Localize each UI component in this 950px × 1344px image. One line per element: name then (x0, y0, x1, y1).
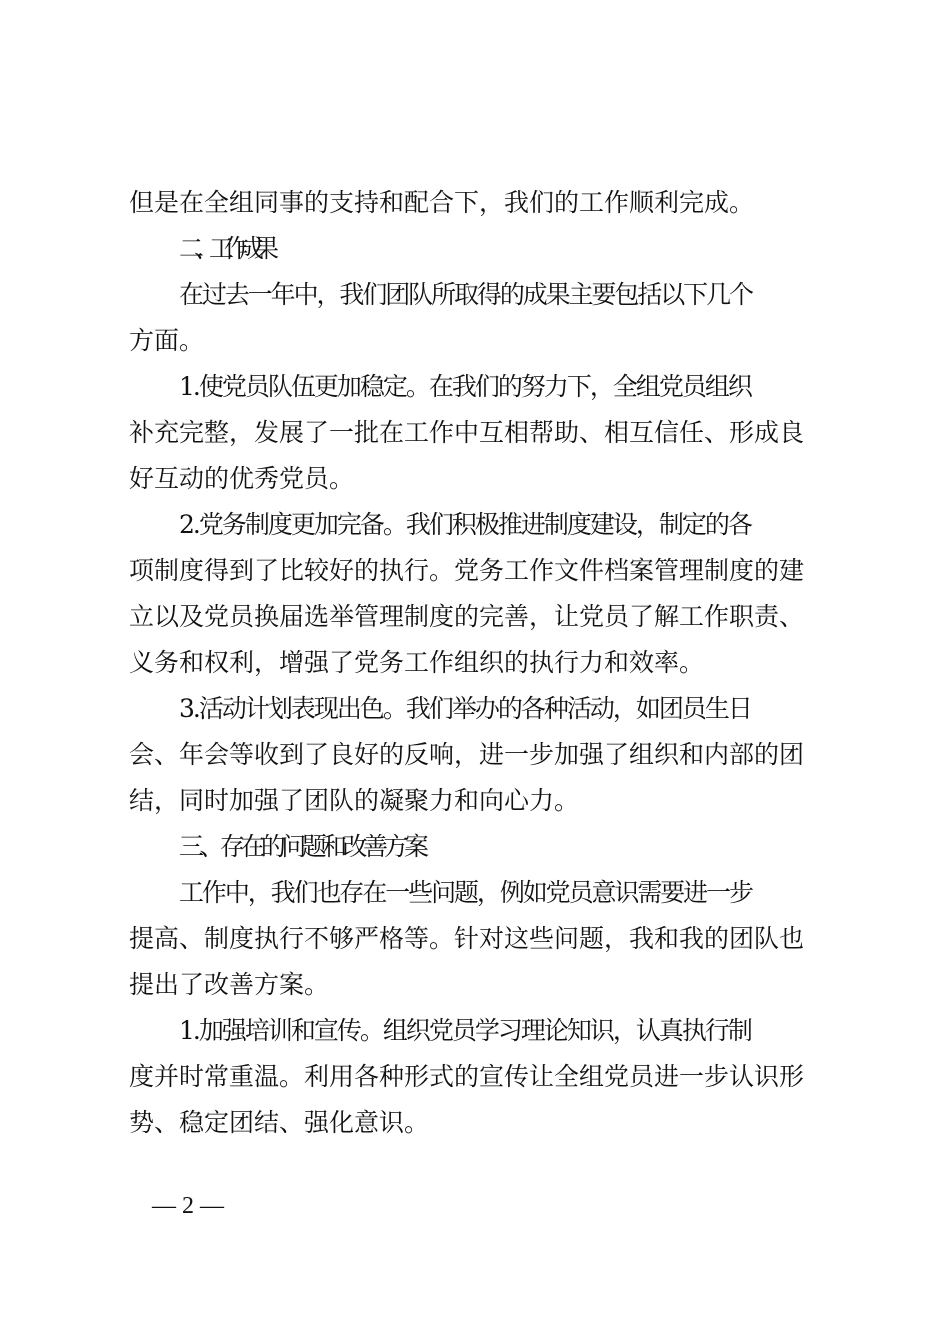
page-number: — 2 — (152, 1193, 224, 1219)
paragraph-line: 结，同时加强了团队的凝聚力和向心力。 (129, 786, 580, 815)
paragraph-line: 2.党务制度更加完备。我们积极推进制度建设，制定的各 (179, 510, 751, 539)
paragraph-line: 好互动的优秀党员。 (129, 464, 355, 493)
paragraph-line: 但是在全组同事的支持和配合下，我们的工作顺利完成。 (129, 188, 755, 217)
paragraph-line: 度并时常重温。利用各种形式的宣传让全组党员进一步认识形 (129, 1062, 805, 1091)
paragraph-line: 立以及党员换届选举管理制度的完善，让党员了解工作职责、 (129, 602, 805, 631)
paragraph-line: 义务和权利，增强了党务工作组织的执行力和效率。 (129, 648, 705, 677)
paragraph-line: 项制度得到了比较好的执行。党务工作文件档案管理制度的建 (129, 556, 805, 585)
section-heading: 三、存在的问题和改善方案 (179, 832, 425, 861)
paragraph-line: 工作中，我们也存在一些问题，例如党员意识需要进一步 (179, 878, 752, 907)
paragraph-line: 提出了改善方案。 (129, 970, 330, 999)
paragraph-line: 补充完整，发展了一批在工作中互相帮助、相互信任、形成良 (129, 418, 805, 447)
paragraph-line: 在过去一年中，我们团队所取得的成果主要包括以下几个 (179, 280, 752, 309)
paragraph-line: 1.使党员队伍更加稳定。在我们的努力下，全组党员组织 (179, 372, 751, 401)
paragraph-line: 方面。 (129, 326, 205, 355)
paragraph-line: 提高、制度执行不够严格等。针对这些问题，我和我的团队也 (129, 924, 805, 953)
paragraph-line: 3.活动计划表现出色。我们举办的各种活动，如团员生日 (179, 694, 751, 723)
section-heading: 二、工作成果 (179, 234, 270, 263)
paragraph-line: 会、年会等收到了良好的反响，进一步加强了组织和内部的团 (129, 740, 805, 769)
paragraph-line: 1.加强培训和宣传。组织党员学习理论知识，认真执行制 (179, 1016, 751, 1045)
paragraph-line: 势、稳定团结、强化意识。 (129, 1108, 430, 1137)
